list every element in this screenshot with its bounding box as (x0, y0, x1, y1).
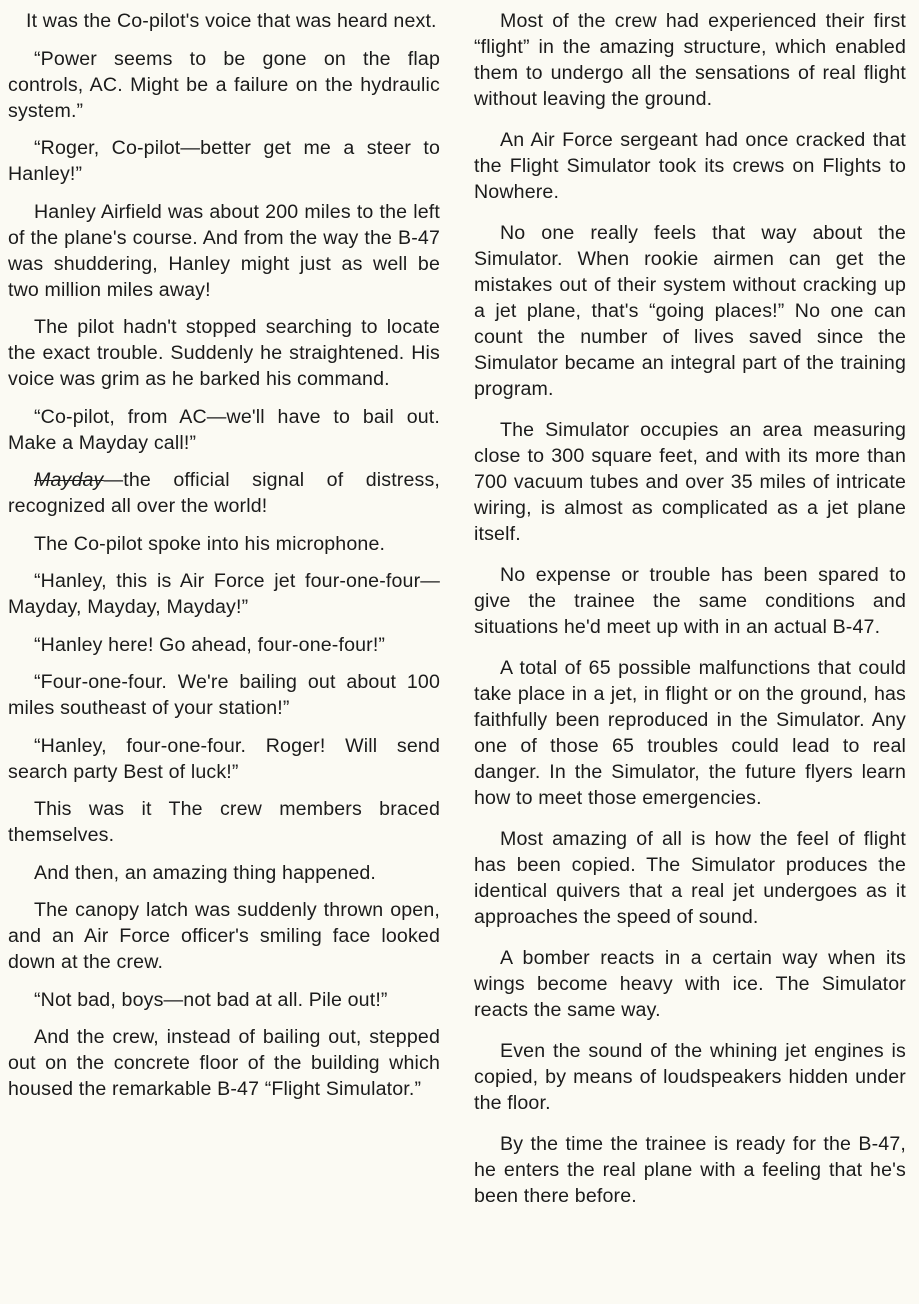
right-column (474, 8, 906, 1209)
paragraph: “Hanley, four-one-four. Roger! Will send search party Best of luck!” (8, 734, 440, 783)
paragraph: It was the Co-pilot's voice that was heard next. (26, 10, 437, 32)
paragraph: “Not bad, boys—not bad at all. Pile out!” (34, 988, 388, 1011)
paragraph: By the time the trainee is ready for the B-47, he enters the real plane with a feeling that he's been there before. (474, 1133, 906, 1207)
mayday-word: Mayday (34, 469, 104, 491)
paragraph: This was it The crew members braced themselves. (8, 798, 440, 846)
left-column (8, 8, 440, 1102)
paragraph: “Roger, Co-pilot—better get me a steer to Hanley!” (8, 137, 440, 185)
paragraph: An Air Force sergeant had once cracked that the Flight Simulator took its crews on Flights to Nowhere. (474, 129, 906, 203)
paragraph: The Co-pilot spoke into his microphone. (34, 532, 386, 555)
paragraph: The pilot hadn't stopped searching to locate the exact trouble. Suddenly he straightened. His voice was grim as he barked his command. (8, 316, 440, 390)
paragraph: “Four-one-four. We're bailing out about 100 miles southeast of your station!” (8, 671, 440, 719)
paragraph-mayday (8, 467, 440, 519)
paragraph-text: —the official signal of distress, recognized all over the world! (8, 469, 440, 517)
paragraph: Most amazing of all is how the feel of flight has been copied. The Simulator produces the identical quivers that a real jet undergoes as it approaches the speed of sound. (474, 828, 906, 928)
paragraph: No expense or trouble has been spared to give the trainee the same conditions and situations he'd meet up with in an actual B-47. (474, 564, 906, 638)
paragraph: Even the sound of the whining jet engines is copied, by means of loudspeakers hidden under the floor. (474, 1040, 906, 1114)
paragraph: “Hanley, this is Air Force jet four-one-four—Mayday, Mayday, Mayday!” (8, 570, 440, 618)
paragraph: And the crew, instead of bailing out, stepped out on the concrete floor of the building which housed the remarkable B-47 “Flight Simulator.” (8, 1026, 440, 1100)
paragraph: “Hanley here! Go ahead, four-one-four!” (34, 633, 386, 656)
paragraph: The canopy latch was suddenly thrown open, and an Air Force officer's smiling face looked down at the crew. (8, 899, 440, 973)
paragraph: “Power seems to be gone on the flap controls, AC. Might be a failure on the hydraulic system.” (8, 47, 440, 122)
paragraph: Most of the crew had experienced their first “flight” in the amazing structure, which enabled them to undergo all the sensations of real flight without leaving the ground. (474, 10, 906, 110)
paragraph: “Co-pilot, from AC—we'll have to bail out. Make a Mayday call!” (8, 405, 440, 454)
paragraph: A bomber reacts in a certain way when its wings become heavy with ice. The Simulator reacts the same way. (474, 947, 906, 1021)
paragraph: No one really feels that way about the Simulator. When rookie airmen can get the mistakes out of their system without cracking up a jet plane, that's “going places!” No one can count the number of lives saved since the Simulator became an integral part of the training program. (474, 222, 906, 400)
paragraph: The Simulator occupies an area measuring close to 300 square feet, and with its more than 700 vacuum tubes and over 35 miles of intricate wiring, is almost as complicated as a jet plane itself. (474, 419, 906, 545)
paragraph: A total of 65 possible malfunctions that could take place in a jet, in flight or on the ground, has faithfully been reproduced in the Simulator. Any one of those 65 troubles could lead to real danger. In the Simulator, the future flyers learn how to meet those emergencies. (474, 657, 906, 809)
paragraph: Hanley Airfield was about 200 miles to the left of the plane's course. And from the way the B-47 was shuddering, Hanley might just as well be two million miles away! (8, 200, 440, 301)
paragraph: And then, an amazing thing happened. (34, 861, 377, 884)
